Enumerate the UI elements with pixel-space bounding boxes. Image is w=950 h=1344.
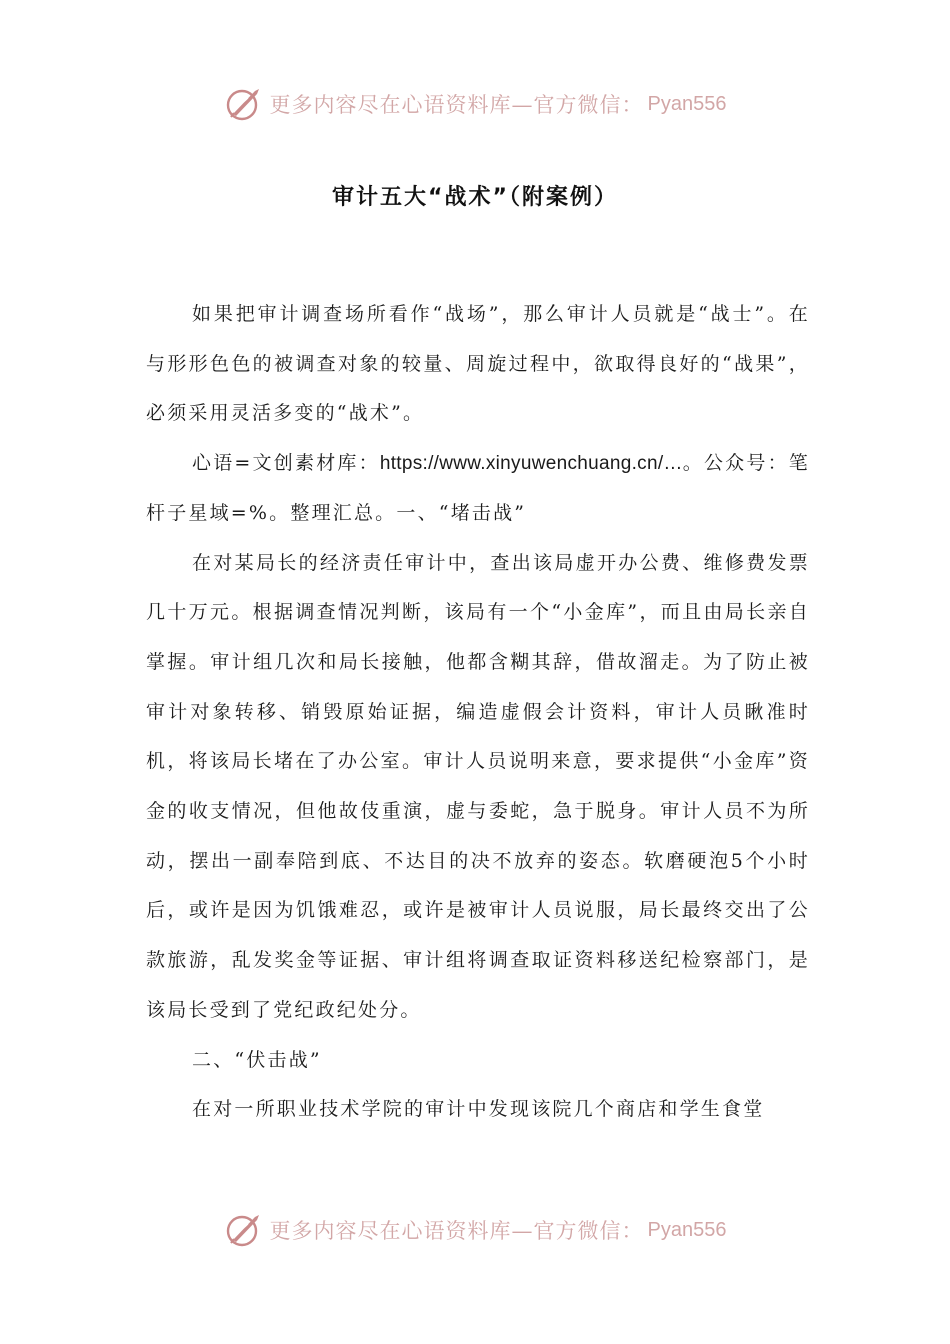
quill-pen-logo-icon <box>224 84 264 124</box>
source-note-rest: 。公众号：笔杆子星域=%。整理汇总。一、“堵击战” <box>146 452 810 524</box>
paragraph-intro: 如果把审计调查场所看作“战场”，那么审计人员就是“战士”。在与形形色色的被调查对象的较量、周旋过程中，欲取得良好的“战果”，必须采用灵活多变的“战术”。 <box>146 303 810 425</box>
section-heading-two: 二、“伏击战” <box>192 1048 322 1071</box>
document-body <box>146 290 810 1135</box>
watermark-wechat-id: Pyan556 <box>647 92 727 115</box>
watermark-wechat-id: Pyan556 <box>647 1218 727 1241</box>
document-title: 审计五大“战术”（附案例） <box>332 185 618 210</box>
paragraph-source-note <box>146 439 810 538</box>
source-note-label: 心语=文创素材库： <box>192 452 380 475</box>
header-watermark-banner <box>0 80 950 128</box>
footer-watermark-banner <box>0 1206 950 1254</box>
source-url: https://www.xinyuwenchuang.cn/… <box>379 453 683 475</box>
quill-pen-logo-icon <box>224 1210 264 1250</box>
watermark-text: 更多内容尽在心语资料库—官方微信： <box>269 1219 644 1243</box>
watermark-text: 更多内容尽在心语资料库—官方微信： <box>269 93 644 117</box>
paragraph-case-two: 在对一所职业技术学院的审计中发现该院几个商店和学生食堂 <box>192 1098 765 1121</box>
paragraph-case-one: 在对某局长的经济责任审计中，查出该局虚开办公费、维修费发票几十万元。根据调查情况判断，该局有一个“小金库”，而且由局长亲自掌握。审计组几次和局长接触，他都含糊其辞，借故溜走。为了防止被审计对象转移、销毁原始证据，编造虚假会计资料，审计人员瞅准时机，将该局长堵在了办公室。审计人员说明来意，要求提供“小金库”资金的收支情况，但他故伎重演，虚与委蛇，急于脱身。审计人员不为所动，摆出一副奉陪到底、不达目的决不放弃的姿态。软磨硬泡5个小时后，或许是因为饥饿难忍，或许是被审计人员说服，局长最终交出了公款旅游，乱发奖金等证据、审计组将调查取证资料移送纪检察部门，是该局长受到了党纪政纪处分。 <box>146 551 810 1021</box>
